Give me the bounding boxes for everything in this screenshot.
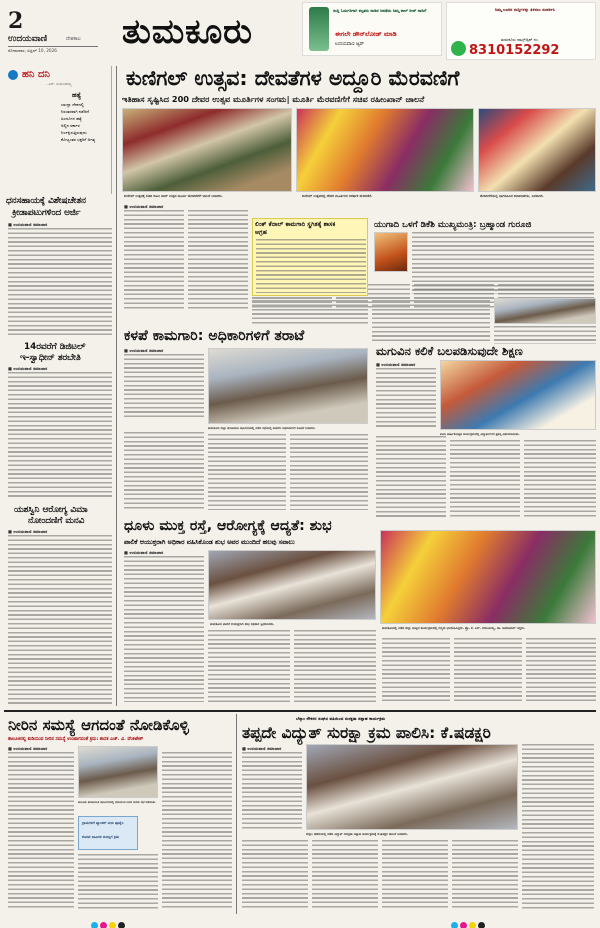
story-water-body-2 xyxy=(78,854,158,910)
side-story-2-headline-2: ಇ-ಸ್ವಾಧೀನ್ ತರಬೇತಿ xyxy=(20,353,81,363)
main-caption-mid: ಕುಣಿಗಲ್ ಉತ್ಸವದಲ್ಲಿ ದೇವರ ಮೂರ್ತಿಗಳ ಆಕರ್ಷಕ ಮೆರವಣಿಗೆ. xyxy=(302,194,373,198)
story-kalape xyxy=(120,326,368,514)
yugadi-body xyxy=(412,232,594,294)
main-story-subhead: ಇತಿಹಾಸ ಸೃಷ್ಟಿಸಿದ 200 ದೇವರ ಉತ್ಸವ ಮೂರ್ತಿಗಳ ಸಂಗಮ| ಮೂರ್ತಿ ಮೆರವಣಿಗೆಗೆ ಸಚಿವ ರಹೀಂಖಾನ್ ಚಾಲನೆ xyxy=(122,94,425,104)
ad-app-top-text: ಸುದ್ದಿ ಓದುಗರಿಗಾಗಿ ಕಲ್ಪತರು ನಾಡಿನ ಜನತೆಯ ನಿಮ್ಮ ಕಾಲ್ ರೀಡ್ ನಾಡಿಗೆ xyxy=(333,8,427,13)
story-dust-caption: ತುಮಕೂರು ಪಾಲಿಕೆ ಆಯುಕ್ತರಾಗಿ ಶುಭ ಅಧಿಕಾರ ಸ್ವೀಕರಿಸಿದರು. xyxy=(210,622,275,626)
story-child-photo xyxy=(440,360,596,430)
poem-line: ಹಿಂದೂಗಳ ಹತ್ಯೆ xyxy=(61,116,82,121)
yugadi-inset-photo xyxy=(494,298,596,324)
ad-app-name: ಉದಯವಾಣಿ ಆ್ಯಪ್ xyxy=(335,42,364,47)
story-power-body-6 xyxy=(452,840,518,910)
poem-line: ಅಲ್ಲಿನ ಸರ್ಕಾರ xyxy=(61,123,80,128)
phone-illustration xyxy=(309,7,329,51)
poem-line: ಬಾಂಗ್ಲಾ ದೇಶದಲ್ಲಿ xyxy=(61,102,84,107)
yugadi-headline: ಯುಗಾದಿ ಒಳಗೆ ಡಿಕೆಶಿ ಮುಖ್ಯಮಂತ್ರಿ: ಬ್ರಹ್ಮಾಂಡ ಗುರೂಜಿ xyxy=(374,220,532,230)
side-story-1-headline-2: ಕ್ರೀಡಾಪಟುಗಳಿಂದ ಅರ್ಜಿ xyxy=(12,208,81,218)
page-number: 2 xyxy=(8,8,24,34)
honey-money-icon xyxy=(8,70,18,80)
story-power-caption: ಬೆಸ್ಕಾಂ ಕಚೇರಿಯಲ್ಲಿ ನಡೆದ ವಿದ್ಯುತ್ ಸುರಕ್ಷತಾ ಸಪ್ತಾಹ ಕಾರ್ಯಕ್ರಮಕ್ಕೆ ಕೆ.ಷಡಕ್ಷರಿ ಚಾಲನೆ ನೀಡಿದರು. xyxy=(306,832,408,836)
side-story-2-headline: 14ರವರೆಗೆ ಡಿಜಿಟಲ್ xyxy=(24,342,86,352)
masthead xyxy=(0,0,600,62)
story-kalape-dateline: ■ ಉದಯವಾಣಿ ಸಮಾಚಾರ xyxy=(124,348,164,353)
side-story-1-body xyxy=(8,228,112,336)
side-story-2 xyxy=(6,342,112,502)
side-story-2-body xyxy=(8,372,112,498)
ad-phone-number[interactable]: 8310152292 xyxy=(469,43,560,58)
story-power-headline: ತಪ್ಪದೇ ವಿದ್ಯುತ್ ಸುರಕ್ಷಾ ಕ್ರಮ ಪಾಲಿಸಿ: ಕೆ.ಷಡಕ್ಷರಿ xyxy=(242,724,491,742)
story-child-body-4 xyxy=(524,440,596,518)
side-story-1-headline: ಧನಸಹಾಯಕ್ಕೆ ವಿಶೇಷಚೇತನ xyxy=(6,196,86,206)
story-child-body-3 xyxy=(450,440,520,518)
story-power-dateline: ■ ಉದಯವಾಣಿ ಸಮಾಚಾರ xyxy=(242,746,282,751)
story-child-dateline: ■ ಉದಯವಾಣಿ ಸಮಾಚಾರ xyxy=(376,362,416,367)
whatsapp-icon xyxy=(451,41,466,56)
story-kalape-body-3 xyxy=(208,434,286,510)
poem-title: ಹತ್ಯೆ xyxy=(72,91,82,99)
main-story-dateline: ■ ಉದಯವಾಣಿ ಸಮಾಚಾರ xyxy=(124,204,164,209)
story-stage-body-2 xyxy=(454,638,522,704)
canal-box-headline: ಲಿಂಕ್ ಕೆನಾಲ್ ಕಾಮಗಾರಿ ಸ್ಥಗಿತಕ್ಕೆ ಶಾಸಕ xyxy=(255,221,336,228)
story-stage-photo xyxy=(380,530,596,624)
main-photo-right xyxy=(478,108,596,192)
section-title: ತುಮಕೂರು xyxy=(122,12,253,52)
story-child xyxy=(374,344,596,522)
story-kalape-headline: ಕಳಪೆ ಕಾಮಗಾರಿ: ಅಧಿಕಾರಿಗಳಿಗೆ ತರಾಟೆ xyxy=(124,328,305,344)
side-story-3-dateline: ■ ಉದಯವಾಣಿ ಸಮಾಚಾರ xyxy=(8,529,48,534)
main-story-body-mid xyxy=(252,300,368,324)
main-photo-left xyxy=(122,108,292,192)
guruji-portrait xyxy=(374,232,408,272)
story-water-subhead: ತಾಲೂಕಿನಲ್ಲಿ ಕುಡಿಯುವ ನೀರಿನ ಸಮಸ್ಯೆ ಉಂಟಾಗದಂತೆ ಕ್ರಮ: ಶಾಸಕ ಎಚ್. ವಿ. ವೆಂಕಟೇಶ್ xyxy=(8,737,144,742)
story-dust-body-3 xyxy=(294,630,376,702)
poem-line: ನಿರ್ಲಕ್ಷಿಸುತ್ತಿರುವುದು xyxy=(61,130,87,135)
honey-money-box xyxy=(6,66,112,194)
date-line: ಸೋಮವಾರ, ಏಪ್ರಿಲ್ 10, 2026 xyxy=(8,48,57,53)
side-story-3-body xyxy=(8,535,112,705)
story-stage xyxy=(380,530,596,706)
story-water-headline: ನೀರಿನ ಸಮಸ್ಯೆ ಆಗದಂತೆ ನೋಡಿಕೊಳ್ಳಿ xyxy=(8,716,189,734)
story-dust-subhead: ಪಾಲಿಕೆ ಆಯುಕ್ತರಾಗಿ ಅಧಿಕಾರ ವಹಿಸಿಕೊಂಡ ಶುಭ ಅವರ ಮುಂದಿದೆ ಹಲವು ಸವಾಲು xyxy=(124,538,295,546)
story-water-body-3 xyxy=(162,752,232,910)
bullet-item: ಗ್ರಾಮಗಳಿಗೆ ಟ್ಯಾಂಕರ್ ನೀರು ಪೂರೈಸಿ xyxy=(82,821,124,825)
story-dust-headline: ಧೂಳು ಮುಕ್ತ ರಸ್ತೆ, ಆರೋಗ್ಯಕ್ಕೆ ಆದ್ಯತೆ: ಶುಭ xyxy=(124,518,332,534)
side-story-3-headline-2: ನೋಂದಣಿಗೆ ಮನವಿ xyxy=(28,516,85,526)
main-photo-mid xyxy=(296,108,474,192)
story-kalape-body-4 xyxy=(290,434,368,510)
ad-whatsapp-sub: ತುಮಕೂರು ವಾಟ್ಸ್‌ಆ್ಯಪ್ ನಂ. xyxy=(501,37,540,42)
main-caption-left: ಕುಣಿಗಲ್ ಉತ್ಸವಕ್ಕೆ ಸಚಿವ ರಹೀಂ ಖಾನ್ ಉತ್ಸವ ಮೂರ್ತಿ ಮೆರವಣಿಗೆಗೆ ಚಾಲನೆ ನೀಡಿದರು. xyxy=(124,194,223,198)
story-power-kicker: ಬೆಸ್ಕಾಂ ನೌಕರರ ಸಂಘದ ವತಿಯಿಂದ ಸುರಕ್ಷತಾ ಸಪ್ತಾಹ ಕಾರ್ಯಕ್ರಮ xyxy=(296,716,386,721)
story-power-photo xyxy=(306,744,518,830)
brand-name: ಉದಯವಾಣಿ xyxy=(8,34,48,44)
story-water-caption: ತಾಲೂಕು ಪಂಚಾಯಿತಿ ಸಭಾಂಗಣದಲ್ಲಿ ಕುಡಿಯುವ ನೀರಿನ ಕುರಿತು ಸಭೆ ನಡೆಯಿತು. xyxy=(78,800,157,804)
story-power-body-3 xyxy=(242,840,308,910)
story-stage-caption: ತುಮಕೂರಿನಲ್ಲಿ ನಡೆದ ಜಿಲ್ಲಾ ಮಟ್ಟದ ಕಾರ್ಯಕ್ರಮದಲ್ಲಿ ಗಣ್ಯರು ಭಾಗವಹಿಸಿದ್ದರು. ಪ್ರೊ. ಕೆ. ಎಸ್. ನರಸಿಂಹಯ್ಯ, ಡಾ. ಶಿವಕುಮಾರ್ ಇದ್ದರು. xyxy=(382,626,525,630)
story-kalape-caption: ತುಮಕೂರು ಜಿಲ್ಲಾ ಪಂಚಾಯಿತಿ ಸಭಾಂಗಣದಲ್ಲಿ ನಡೆದ ಸಭೆಯಲ್ಲಿ ಶಾಸಕರು ಅಧಿಕಾರಿಗಳಿಗೆ ಸೂಚನೆ ನೀಡಿದರು. xyxy=(208,426,316,430)
canal-box-headline-2: ಆಗ್ರಹ xyxy=(255,229,267,236)
story-stage-body-3 xyxy=(526,638,596,704)
side-story-3 xyxy=(6,505,112,705)
story-kalape-body-2 xyxy=(124,432,204,510)
story-power-body-1 xyxy=(242,752,302,830)
poem-line: ನಿರಂತರವಾಗಿ ನಡೆದಿದೆ xyxy=(61,109,90,114)
story-child-caption: ಶಾಲಾ ವಾರ್ಷಿಕೋತ್ಸವ ಕಾರ್ಯಕ್ರಮದಲ್ಲಿ ವಿದ್ಯಾರ್ಥಿಗಳಿಗೆ ಪ್ರಶಸ್ತಿ ವಿತರಿಸಲಾಯಿತು. xyxy=(440,432,520,436)
print-registration-marks xyxy=(450,914,486,928)
ad-app-download: ಈಗಲೇ ಡೌನ್‌ಲೋಡ್ ಮಾಡಿ xyxy=(335,30,397,38)
story-child-body-2 xyxy=(376,436,446,518)
story-dust-photo xyxy=(208,550,376,620)
story-dust xyxy=(120,516,376,706)
poem-line: ಕೋಟ್ಯಂತರ ಭಕ್ತರಿಗೆ ಅಗತ್ಯ xyxy=(61,137,96,142)
story-water-dateline: ■ ಉದಯವಾಣಿ ಸಮಾಚಾರ xyxy=(8,746,48,751)
story-power-body-4 xyxy=(312,840,378,910)
canal-box xyxy=(252,218,368,296)
story-kalape-body-1 xyxy=(124,354,204,420)
main-caption-right: ಮೆರವಣಿಗೆಯಲ್ಲಿ ಭಾಗವಹಿಸಿದ ಕಲಾತಂಡಗಳು, ಜನಸಾಗರ. xyxy=(480,194,544,198)
canal-box-body xyxy=(256,239,366,293)
main-story-body-col2 xyxy=(188,210,248,310)
story-child-headline: ಮಗುವಿನ ಕಲಿಕೆ ಬಲಪಡಿಸುವುದೇ ಶಿಕ್ಷಣ xyxy=(376,344,523,358)
honey-money-logo: ಹನಿ ದನಿ xyxy=(22,69,50,80)
main-story-body-col1 xyxy=(124,210,184,310)
whatsapp-contact-ad[interactable] xyxy=(446,2,596,60)
edition-label: ದೇಶಕಾಲ xyxy=(66,36,81,42)
story-dust-body-2 xyxy=(208,630,290,702)
side-story-1-dateline: ■ ಉದಯವಾಣಿ ಸಮಾಚಾರ xyxy=(8,222,48,227)
yugadi-body-lower xyxy=(372,300,490,342)
bullet-item: ಕೊಳವೆ ಬಾವಿಗಳ ದುರಸ್ತಿಗೆ ಕ್ರಮ xyxy=(82,835,119,839)
app-promo-ad[interactable] xyxy=(302,2,442,56)
story-dust-dateline: ■ ಉದಯವಾಣಿ ಸಮಾಚಾರ xyxy=(124,550,164,555)
side-story-3-headline: ಯಶಸ್ವಿನಿ ಆರೋಗ್ಯ ವಿಮಾ xyxy=(14,505,88,515)
story-water xyxy=(6,714,234,914)
ad-whatsapp-text: ನಿಮ್ಮ ಊರಿನ ಸುದ್ದಿಗಳನ್ನು ತಿಳಿಸಲು ಸಂಪರ್ಕಿಸಿ xyxy=(495,7,556,12)
story-power xyxy=(240,714,596,914)
story-water-bullets xyxy=(78,816,138,850)
print-registration-marks xyxy=(90,914,126,928)
story-stage-body-1 xyxy=(382,638,450,704)
main-story-headline: ಕುಣಿಗಲ್ ಉತ್ಸವ: ದೇವತೆಗಳ ಅದ್ದೂರಿ ಮೆರವಣಿಗೆ xyxy=(126,66,460,90)
story-kalape-photo xyxy=(208,348,368,424)
yugadi-box xyxy=(372,218,596,296)
side-story-1 xyxy=(6,196,112,340)
story-power-body-2 xyxy=(522,744,594,910)
story-water-body-1 xyxy=(8,752,74,910)
story-power-body-5 xyxy=(382,840,448,910)
story-water-photo xyxy=(78,746,158,798)
side-story-2-dateline: ■ ಉದಯವಾಣಿ ಸಮಾಚಾರ xyxy=(8,366,48,371)
inset-body xyxy=(494,326,596,344)
honey-money-byline: - ಎಸ್. ನಂಜುಂಡಯ್ಯ xyxy=(46,82,72,86)
story-dust-body-1 xyxy=(124,556,204,702)
story-child-body-1 xyxy=(376,368,436,428)
